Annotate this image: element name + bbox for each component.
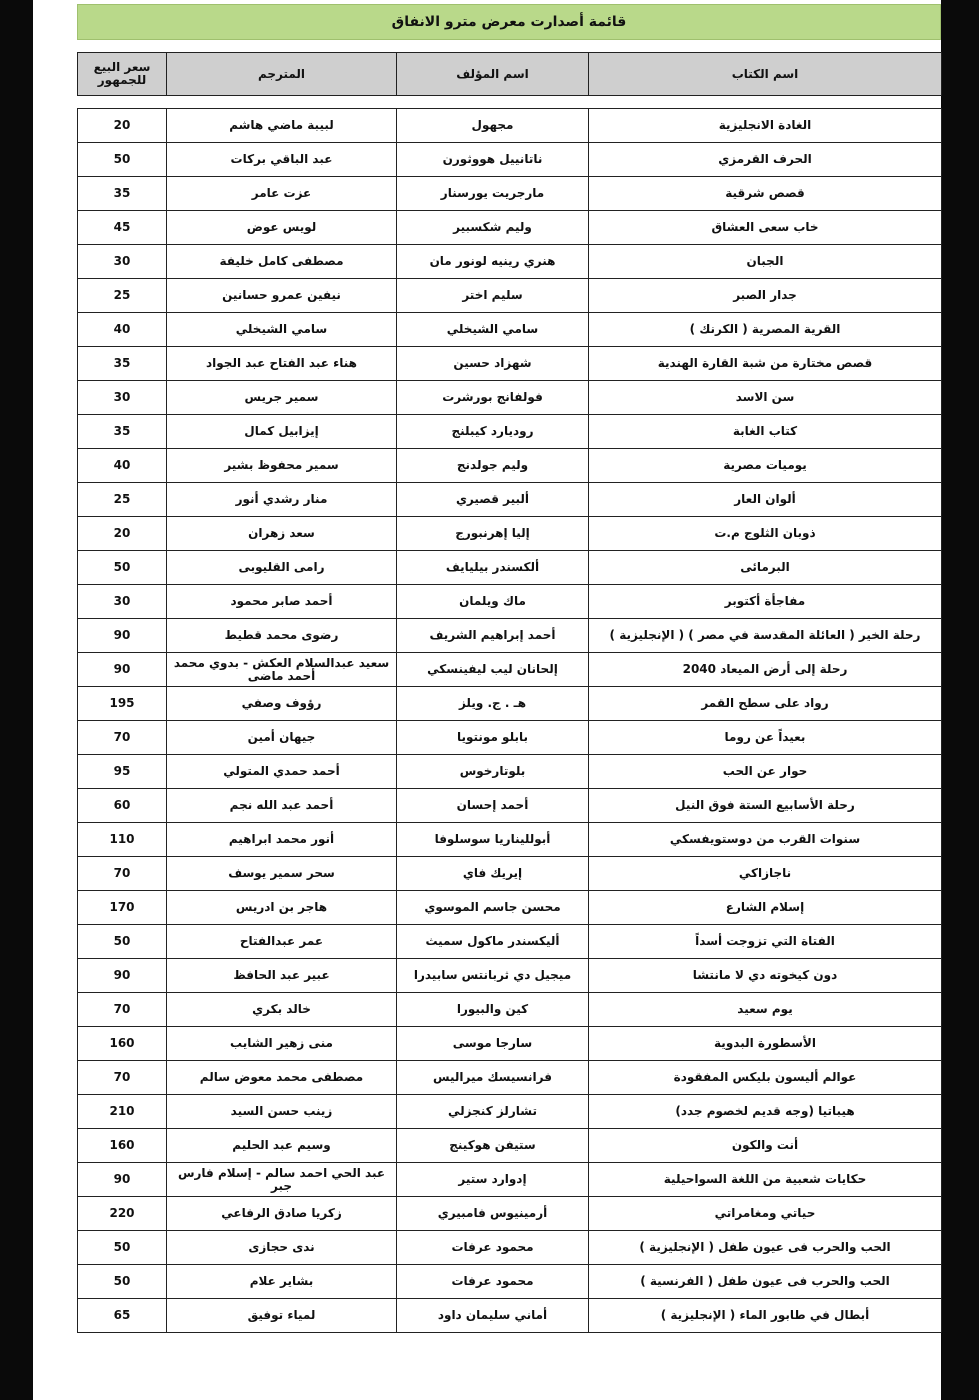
table-row <box>78 993 942 1027</box>
translator-cell: هاجر بن ادريس <box>167 891 397 925</box>
translator-cell: رضوى محمد قطيط <box>167 619 397 653</box>
translator-cell: خالد بكري <box>167 993 397 1027</box>
table-row <box>78 177 942 211</box>
book-title-cell: رحلة الخير ( العائلة المقدسة في مصر ) ( الإنجليزية ) <box>589 619 942 653</box>
translator-cell: عبير عبد الحافظ <box>167 959 397 993</box>
author-cell: إدوارد ستير <box>397 1163 589 1197</box>
table-row <box>78 1197 942 1231</box>
price-cell: 50 <box>78 1265 167 1299</box>
author-cell: أليكسندر ماكول سميث <box>397 925 589 959</box>
translator-cell: نيفين عمرو حسانين <box>167 279 397 313</box>
header-translator: المترجم <box>167 53 397 96</box>
price-cell: 65 <box>78 1299 167 1333</box>
author-cell: أرمينيوس فامبيري <box>397 1197 589 1231</box>
translator-cell: سمير محفوظ بشير <box>167 449 397 483</box>
table-row <box>78 347 942 381</box>
translator-cell: هناء عبد الفتاح عبد الجواد <box>167 347 397 381</box>
book-title-cell: البرمائى <box>589 551 942 585</box>
price-cell: 70 <box>78 993 167 1027</box>
author-cell: أحمد إحسان <box>397 789 589 823</box>
book-title-cell: ناجازاكي <box>589 857 942 891</box>
table-row <box>78 483 942 517</box>
table-header <box>77 52 942 96</box>
price-cell: 70 <box>78 857 167 891</box>
author-cell: مجهول <box>397 109 589 143</box>
price-cell: 60 <box>78 789 167 823</box>
book-title-cell: يوميات مصرية <box>589 449 942 483</box>
author-cell: ميجيل دي ثربانتس سابيدرا <box>397 959 589 993</box>
author-cell: ألكسندر بيليايف <box>397 551 589 585</box>
table-row <box>78 1231 942 1265</box>
price-cell: 95 <box>78 755 167 789</box>
book-title-cell: الحب والحرب فى عيون طفل ( الإنجليزية ) <box>589 1231 942 1265</box>
translator-cell: ندى حجازى <box>167 1231 397 1265</box>
book-title-cell: بعيداً عن روما <box>589 721 942 755</box>
price-cell: 30 <box>78 585 167 619</box>
book-title-cell: جدار الصبر <box>589 279 942 313</box>
translator-cell: سمير جريس <box>167 381 397 415</box>
translator-cell: سامي الشيخلي <box>167 313 397 347</box>
book-title-cell: أنت والكون <box>589 1129 942 1163</box>
table-row <box>78 653 942 687</box>
translator-cell: زينب حسن السيد <box>167 1095 397 1129</box>
price-cell: 45 <box>78 211 167 245</box>
translator-cell: سحر سمير يوسف <box>167 857 397 891</box>
price-cell: 25 <box>78 279 167 313</box>
translator-cell: عزت عامر <box>167 177 397 211</box>
author-cell: ألبير قصيري <box>397 483 589 517</box>
translator-cell: سعيد عبدالسلام العكش - بدوي محمد أحمد ماضى <box>167 653 397 687</box>
book-title-cell: الأسطورة البدوية <box>589 1027 942 1061</box>
author-cell: محمود عرفات <box>397 1265 589 1299</box>
book-title-cell: قصص شرقية <box>589 177 942 211</box>
translator-cell: لويس عوض <box>167 211 397 245</box>
translator-cell: أنور محمد ابراهيم <box>167 823 397 857</box>
translator-cell: منى زهير الشايب <box>167 1027 397 1061</box>
translator-cell: مصطفى محمد معوض سالم <box>167 1061 397 1095</box>
document-sheet <box>33 0 941 1400</box>
translator-cell: بشاير علام <box>167 1265 397 1299</box>
header-price: سعر البيع للجمهور <box>78 53 167 96</box>
table-row <box>78 1299 942 1333</box>
table-row <box>78 755 942 789</box>
translator-cell: إيزابيل كمال <box>167 415 397 449</box>
table-row <box>78 891 942 925</box>
translator-cell: مصطفى كامل خليفة <box>167 245 397 279</box>
translator-cell: وسيم عبد الحليم <box>167 1129 397 1163</box>
table-row <box>78 619 942 653</box>
translator-cell: جيهان أمين <box>167 721 397 755</box>
translator-cell: منار رشدي أنور <box>167 483 397 517</box>
author-cell: تشارلز كنجزلي <box>397 1095 589 1129</box>
table-row <box>78 1265 942 1299</box>
book-title-cell: كتاب الغابة <box>589 415 942 449</box>
author-cell: سامي الشيخلي <box>397 313 589 347</box>
translator-cell: عبد الحي احمد سالم - إسلام فارس جبر <box>167 1163 397 1197</box>
author-cell: أماني سليمان داود <box>397 1299 589 1333</box>
price-cell: 35 <box>78 177 167 211</box>
author-cell: فولفانج بورشرت <box>397 381 589 415</box>
table-row <box>78 279 942 313</box>
book-title-cell: الحرف القرمزي <box>589 143 942 177</box>
book-title-cell: دون كيخوته دي لا مانتشا <box>589 959 942 993</box>
author-cell: أبولليناريا سوسلوفا <box>397 823 589 857</box>
book-title-cell: حكايات شعبية من اللغة السواحيلية <box>589 1163 942 1197</box>
author-cell: أحمد إبراهيم الشريف <box>397 619 589 653</box>
table-row <box>78 109 942 143</box>
price-cell: 50 <box>78 143 167 177</box>
book-title-cell: حوار عن الحب <box>589 755 942 789</box>
price-cell: 50 <box>78 551 167 585</box>
table-row <box>78 857 942 891</box>
book-title-cell: الفتاة التي تزوجت أسداً <box>589 925 942 959</box>
book-title-cell: حياتي ومغامراتي <box>589 1197 942 1231</box>
author-cell: إيريك فاي <box>397 857 589 891</box>
price-cell: 160 <box>78 1129 167 1163</box>
table-row <box>78 415 942 449</box>
author-cell: وليم جولدنج <box>397 449 589 483</box>
price-cell: 50 <box>78 925 167 959</box>
book-title-cell: ذوبان الثلوج م.ت <box>589 517 942 551</box>
author-cell: مارجريت يورسنار <box>397 177 589 211</box>
table-row <box>78 721 942 755</box>
table-row <box>78 585 942 619</box>
book-title-cell: خاب سعى العشاق <box>589 211 942 245</box>
price-cell: 20 <box>78 109 167 143</box>
author-cell: كين والبيورا <box>397 993 589 1027</box>
table-row <box>78 789 942 823</box>
author-cell: هنري رينيه لونور مان <box>397 245 589 279</box>
translator-cell: أحمد حمدي المتولي <box>167 755 397 789</box>
translator-cell: عمر عبدالفتاح <box>167 925 397 959</box>
header-book-title: اسم الكتاب <box>589 53 942 96</box>
author-cell: سليم اختر <box>397 279 589 313</box>
translator-cell: عبد الباقي بركات <box>167 143 397 177</box>
price-cell: 30 <box>78 245 167 279</box>
author-cell: إليا إهرنبورج <box>397 517 589 551</box>
table-row <box>78 245 942 279</box>
book-title-cell: يوم سعيد <box>589 993 942 1027</box>
book-title-cell: أبطال في طابور الماء ( الإنجليزية ) <box>589 1299 942 1333</box>
author-cell: بابلو مونتويا <box>397 721 589 755</box>
table-row <box>78 1027 942 1061</box>
author-cell: شهزاد حسين <box>397 347 589 381</box>
price-cell: 35 <box>78 347 167 381</box>
author-cell: وليم شكسبير <box>397 211 589 245</box>
price-cell: 220 <box>78 1197 167 1231</box>
price-cell: 70 <box>78 721 167 755</box>
price-cell: 90 <box>78 653 167 687</box>
table-row <box>78 925 942 959</box>
table-row <box>78 381 942 415</box>
book-title-cell: ألوان العار <box>589 483 942 517</box>
price-cell: 90 <box>78 959 167 993</box>
translator-cell: أحمد صابر محمود <box>167 585 397 619</box>
translator-cell: سعد زهران <box>167 517 397 551</box>
table-row <box>78 1061 942 1095</box>
author-cell: روديارد كيبلنج <box>397 415 589 449</box>
price-cell: 195 <box>78 687 167 721</box>
author-cell: ماك ويلمان <box>397 585 589 619</box>
author-cell: محمود عرفات <box>397 1231 589 1265</box>
book-title-cell: القرية المصرية ( الكرنك ) <box>589 313 942 347</box>
translator-cell: رامى القليوبى <box>167 551 397 585</box>
table-row <box>78 143 942 177</box>
author-cell: فرانسيسك ميراليس <box>397 1061 589 1095</box>
table-row <box>78 959 942 993</box>
book-title-cell: رحلة إلى أرض الميعاد 2040 <box>589 653 942 687</box>
document-title: قائمة أصدارت معرض مترو الانفاق <box>77 4 941 40</box>
header-row <box>78 53 942 96</box>
table-row <box>78 211 942 245</box>
table-row <box>78 823 942 857</box>
price-cell: 110 <box>78 823 167 857</box>
translator-cell: لمياء توفيق <box>167 1299 397 1333</box>
table-row <box>78 687 942 721</box>
book-title-cell: الحب والحرب فى عيون طفل ( الفرنسية ) <box>589 1265 942 1299</box>
table-row <box>78 1095 942 1129</box>
author-cell: إلحانان ليب ليفينسكي <box>397 653 589 687</box>
book-title-cell: قصص مختارة من شبة القارة الهندية <box>589 347 942 381</box>
book-title-cell: هيباتيا (وجه قديم لخصوم جدد) <box>589 1095 942 1129</box>
book-title-cell: الجبان <box>589 245 942 279</box>
header-author: اسم المؤلف <box>397 53 589 96</box>
author-cell: ستيفن هوكينج <box>397 1129 589 1163</box>
price-cell: 70 <box>78 1061 167 1095</box>
price-cell: 40 <box>78 449 167 483</box>
author-cell: هـ . ج. ويلز <box>397 687 589 721</box>
table-row <box>78 1129 942 1163</box>
book-title-cell: إسلام الشارع <box>589 891 942 925</box>
table-row <box>78 517 942 551</box>
books-table <box>77 108 942 1333</box>
price-cell: 90 <box>78 619 167 653</box>
book-title-cell: رحلة الأسابيع الستة فوق النيل <box>589 789 942 823</box>
book-title-cell: رواد على سطح القمر <box>589 687 942 721</box>
translator-cell: لبيبة ماضي هاشم <box>167 109 397 143</box>
price-cell: 20 <box>78 517 167 551</box>
author-cell: محسن جاسم الموسوي <box>397 891 589 925</box>
book-title-cell: سن الاسد <box>589 381 942 415</box>
author-cell: ناتانييل هووثورن <box>397 143 589 177</box>
table-row <box>78 1163 942 1197</box>
price-cell: 210 <box>78 1095 167 1129</box>
book-title-cell: عوالم أليسون بليكس المفقودة <box>589 1061 942 1095</box>
price-cell: 50 <box>78 1231 167 1265</box>
translator-cell: أحمد عبد الله نجم <box>167 789 397 823</box>
translator-cell: زكريا صادق الرفاعي <box>167 1197 397 1231</box>
translator-cell: رؤوف وصفي <box>167 687 397 721</box>
table-row <box>78 313 942 347</box>
table-row <box>78 551 942 585</box>
author-cell: بلوتارخوس <box>397 755 589 789</box>
price-cell: 25 <box>78 483 167 517</box>
table-row <box>78 449 942 483</box>
price-cell: 30 <box>78 381 167 415</box>
price-cell: 35 <box>78 415 167 449</box>
price-cell: 40 <box>78 313 167 347</box>
price-cell: 160 <box>78 1027 167 1061</box>
book-title-cell: الغادة الانجليزية <box>589 109 942 143</box>
book-title-cell: مفاجأة أكتوبر <box>589 585 942 619</box>
author-cell: سارجا موسى <box>397 1027 589 1061</box>
book-title-cell: سنوات القرب من دوستويفسكي <box>589 823 942 857</box>
price-cell: 170 <box>78 891 167 925</box>
price-cell: 90 <box>78 1163 167 1197</box>
